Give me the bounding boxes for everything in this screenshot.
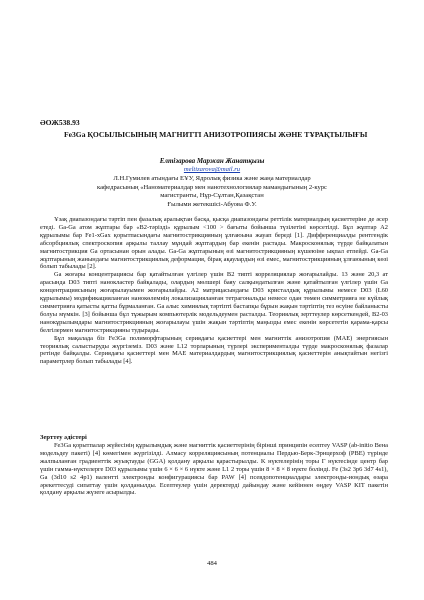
section-heading: Зерттеу әдістері: [40, 434, 87, 441]
page-number: 484: [207, 560, 217, 567]
author-name: Елтізарова Маржан Жанатқызы: [159, 157, 265, 165]
body-paragraph: Ga жоғары концентрациясы бар қатайтылған үлгілер үшін B2 типті корреляциялар жоғарылайды. 13 және 20,3 ат арасында D03 типті нанокластер байқалады, олардың мөлшері баяу салқындатылған және қатайтылған үлгілер үшін Ga концентрациясының жоғарылауымен жоғарылайды. A2 матрицасындағы D03 кристалдық құрылымы немесе D03 (L60 құрылымы) модификацияланған нанокөлемнің локализацияланған тетрагональды немесе одан төмен симметрияға не күйлық симметрияға қатысты қатты бұрмаланған. Ga алыс химиялық тәртіпті бастапқы бұрын жақын тәртіптің тез өсуіне байланысты болуы мүмкін. [3] бойынша бұл тұжырым компьютерлік модельдеумен расталды. Теориялық зерттеулер көрсеткендей, B2-03 нанокұрылымдары магнитострикцияның жоғарылауы үшін жақын тәртіптің маңызды емес екенін көрсететін қарама-қарсы белгілермен магнитострикцияны тудырады.: [40, 271, 388, 334]
udc-code: ӘОЖ538.93: [40, 118, 80, 127]
body-paragraph: Fe3Ga қорытпалар жүйесінің құрылымдық және магниттік қасиеттерінің бірінші принципін есептеу VASP (ab-initio Вена модельдеу пакеті) [4] көмегімен жүргізілді. Алмасу корреляциясының потенциалы Пердью-Берк-Эрнцерхоф (PBE) түрінде жалпыланған градиенттік жуықтауды (GGA) қолдану арқылы қарастырылды. K нүктелерінің торы Г нүктесінде центр бар үшін гамма-нүктелерге D03 құрылымы үшін 6 × 6 × 6 нүкте және L1 2 торы үшін 8 × 8 × 8 нүкте болінді. Fe (3s2 3p6 3d7 4s1), Ga (3d10 s2 4p1) валентті электронды конфигурациясы бар PAW [4] псевдопотенциалдары электронды-иондық өзара әрекеттесуді сипаттау үшін қолданылды. Есептеулер үшін деректерді дайындау және кейіннен өңдеу VASP KIT пакетін қолдану арқылы жүзеге асырылды.: [40, 442, 388, 497]
methods-body: [40, 442, 388, 497]
affiliation-line: Л.Н.Гумилев атындағы ЕҰУ, Ядролық физика және жаңа материалдар: [113, 175, 311, 182]
introduction-body: [40, 216, 388, 366]
affiliation: [0, 175, 424, 209]
paper-title: Fe3Ga ҚОСЫЛЫСЫНЫҢ МАГНИТТІ АНИЗОТРОПИЯСЫ ЖӘНЕ ТҰРАҚТЫЛЫҒЫ: [64, 130, 368, 139]
body-paragraph: Бұл мақалада біз Fe3Ga полиморфтарының сериядағы қасиеттері мен магниттік анизотропия (MAE) энергиясын теориялық салыстыруды жүргіземіз. D03 және L12 торларының түрлері эксперименталды түрде макросконялық фазалар ретінде байқалды. Сериядағы қасиеттері мен MAE материалдардың магнитострикциялық қасиеттерін анықтайтын негізгі параметрлер болып табылады [4].: [40, 334, 388, 366]
affiliation-line: кафедрасының «Наноматериалдар мен нанотехнологиялар мамандығының 2-курс: [97, 183, 327, 191]
affiliation-line: Ғылыми жетекшісі-Абуова Ф.У.: [167, 200, 257, 208]
body-paragraph: Ұзақ диапазондағы тәртіп пен фазалық аралықтан басқа, қысқа диапазондағы реттілік материалдың қасиеттеріне де әсер етеді. Ga-Ga атом жұптары бар «B2-тәрізді» құрылым <100 > бағыты бойынша түзілетіні көрсетілді. Бұл жұптар A2 құрылымы бар Fe1-xGax қорытпасындағы магнитострикцияның ұлғаюына жауап береді [1]. Дифференциалды рентгендік абсорбциялық спектроскопия арқылы таллау мұндай жұптардың бар екенін растады. Макросконялық түрде байқалатын магнитострикция Ga ортасынан орын алады. Ga-Ga жұптарының өзі магнитострикцияның күшеюіне ықпал етпейді. Ga-Ga жұптарының жанындағы магнитострикциялық деформация, бірақ ақаулардың өзі емес, магнитострикцияның ұлғаюының көзі болып табылады [2].: [40, 216, 388, 271]
author-email[interactable]: meltizarova@mail.ru: [183, 166, 241, 173]
affiliation-line: магистранты, Нұр-Сұлтан,Қазақстан: [160, 192, 264, 200]
